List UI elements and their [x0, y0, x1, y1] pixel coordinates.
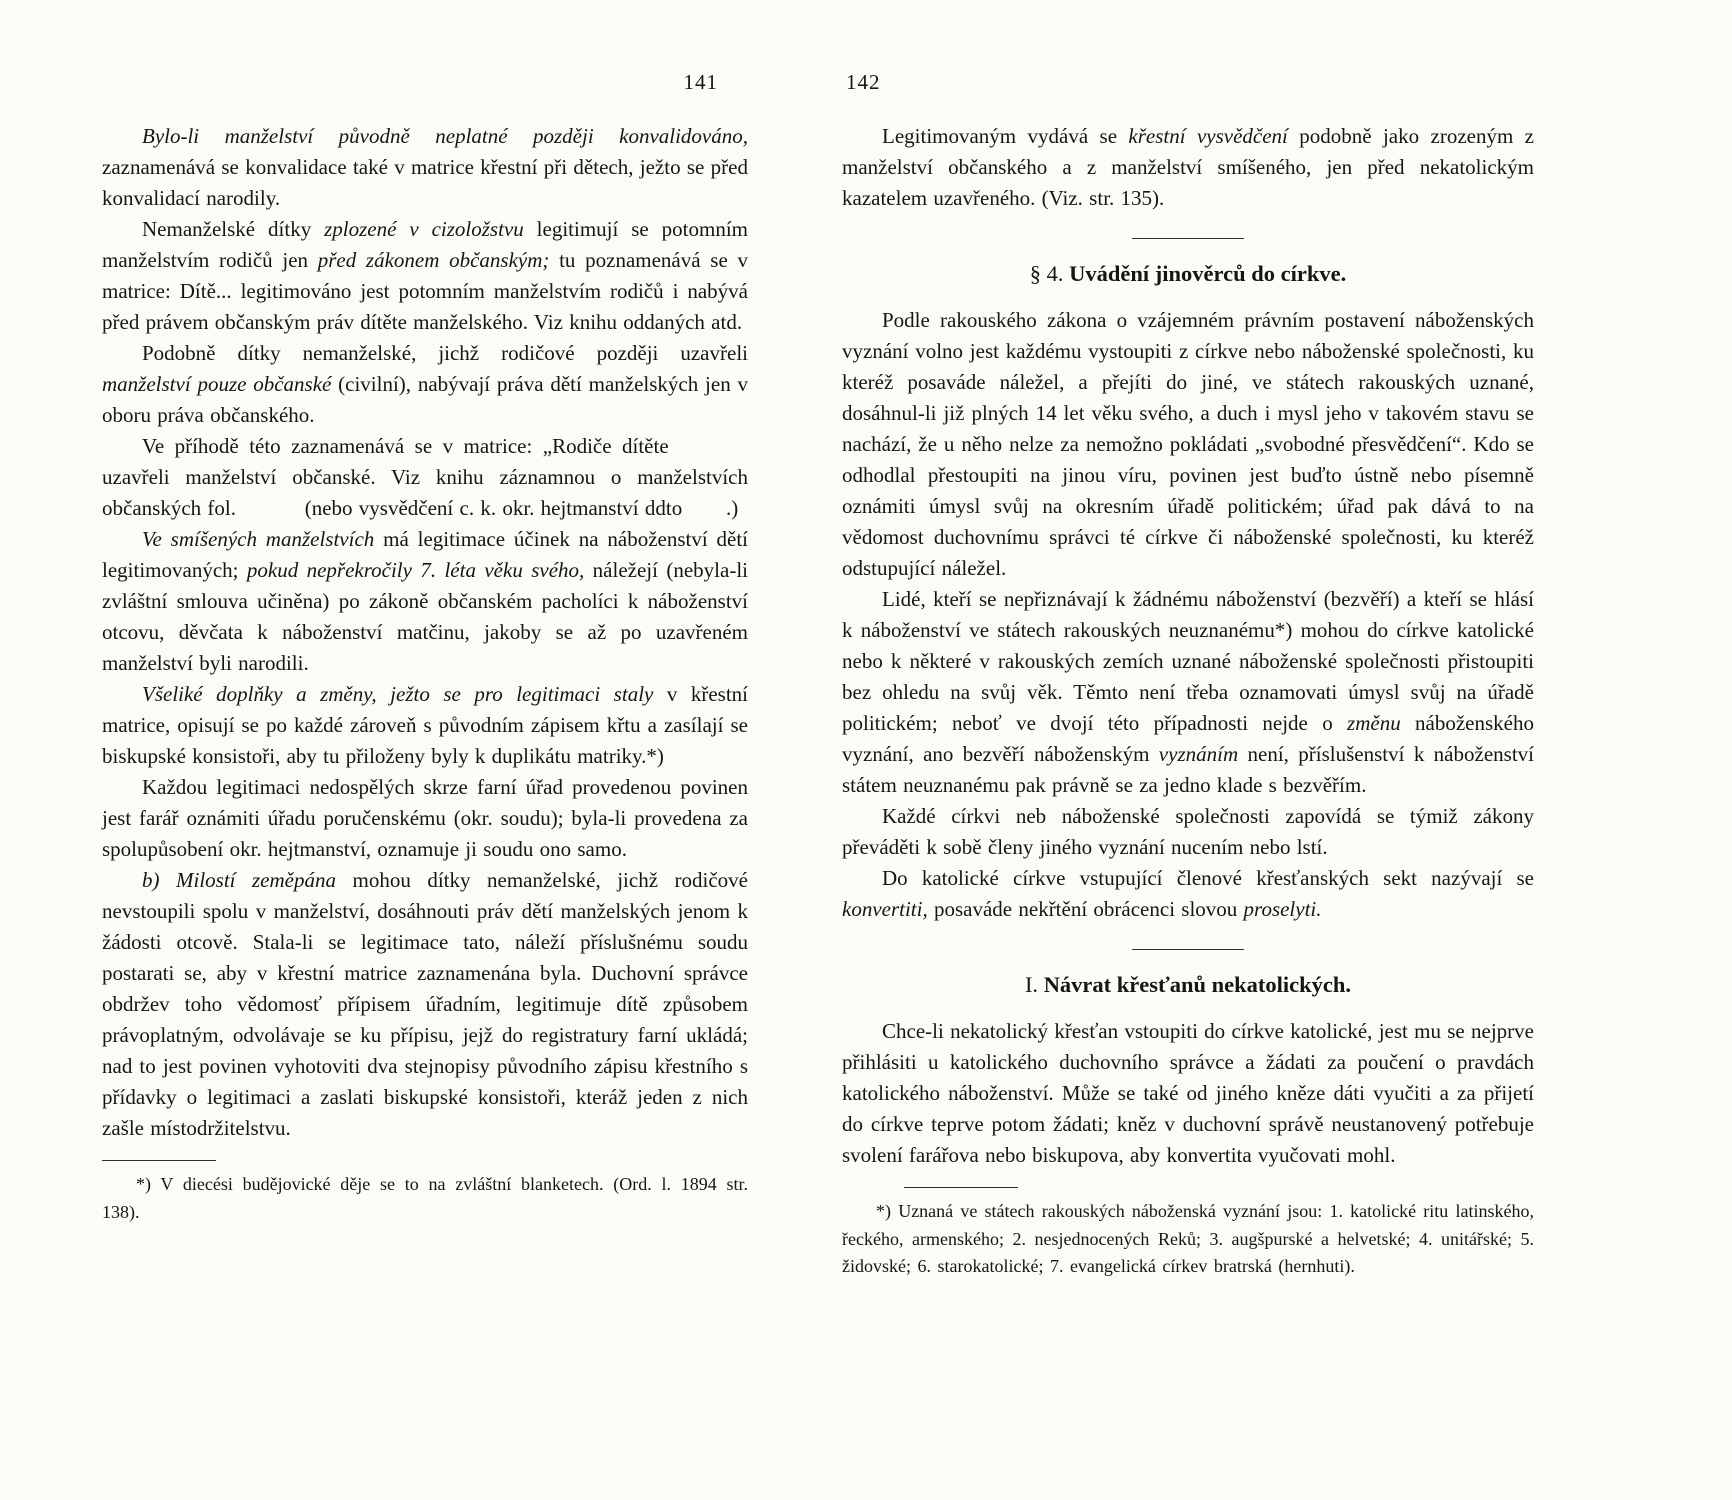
emphasis-text: změnu [1347, 711, 1401, 735]
heading-prefix: § 4. [1029, 261, 1070, 286]
text-run: náboženského vyznání, ano bezvěří náboženským [842, 711, 1534, 766]
emphasis-text: proselyti. [1243, 897, 1322, 921]
text-run: mohou dítky nemanželské, jichž rodičové nevstoupili spolu v manželství, dosáhnouti práv dětí manželských jenom k žádosti otcově. Stala-li se legitimace tato, náleží příslušnému soudu postarati se, aby v křestní matrice zaznamenána byla. Duchovní správce obdržev toho vědomosť přípisem úřadním, legitimuje dítě způsobem právoplatným, odvolávaje se ku přípisu, jejž do registratury farní ukládá; nad to jest povinen vyhotoviti dva stejnopisy původního zápisu křestního s přídavky o legitimaci a zaslati biskupské konsistoři, kteráž jeden z nich zašle místodržitelstvu. [102, 868, 749, 1140]
section-heading [842, 970, 1534, 1000]
text-run: má legitimace účinek na náboženství dětí legitimovaných; [102, 527, 748, 582]
page-number-left: 141 [683, 70, 718, 94]
emphasis-text: Všeliké doplňky a změny, ježto se pro legitimaci staly [142, 682, 654, 706]
page-right [842, 72, 1534, 1281]
paragraph [102, 865, 748, 1144]
footnote-text [842, 1198, 1534, 1281]
page-left-body [102, 121, 748, 1226]
paragraph [102, 338, 748, 431]
section-separator [1132, 238, 1244, 239]
emphasis-text: zplozené v cizoložstvu [324, 217, 524, 241]
emphasis-text: pokud nepřekročily 7. léta věku svého, [246, 558, 585, 582]
paragraph [102, 121, 748, 214]
footnote-text [102, 1171, 748, 1226]
heading-title: Návrat křesťanů nekatolických. [1043, 972, 1352, 997]
page-number-right: 142 [846, 70, 881, 94]
footnote-rule [102, 1160, 216, 1161]
paragraph [842, 584, 1534, 801]
heading-title: Uvádění jinověrců do církve. [1069, 261, 1347, 286]
text-run: Lidé, kteří se nepřiznávají k žádnému náboženství (bezvěří) a kteří se hlásí k náboženství ve státech rakouských neuznanému*) mohou do církve katolické nebo k některé v rakouských zemích uznané náboženské společnosti přistoupiti bez ohledu na svůj věk. Těmto není třeba oznamovati úmysl svůj na úřadě politickém; neboť ve dvojí této případnosti nejde o [842, 587, 1534, 735]
text-run: *) V diecési budějovické děje se to na zvláštní blanketech. (Ord. l. 1894 str. 138). [102, 1174, 748, 1222]
text-run: v křestní matrice, opisují se po každé zároveň s původním zápisem křtu a zasílají se biskupské konsistoři, aby tu přiloženy byly k duplikátu matriky.*) [102, 682, 748, 768]
emphasis-text: vyznáním [1158, 742, 1239, 766]
text-run: Legitimovaným vydává se [882, 124, 1129, 148]
text-run: Každou legitimaci nedospělých skrze farní úřad provedenou povinen jest farář oznámiti úřadu poručenskému (okr. soudu); byla-li provedena za spolupůsobení okr. hejtmanství, oznamuje ji soudu ono samo. [102, 775, 748, 861]
paragraph [842, 305, 1534, 584]
footnote-rule [904, 1187, 1018, 1188]
paragraph [842, 801, 1534, 863]
paragraph [842, 1016, 1534, 1171]
paragraph [842, 863, 1534, 925]
text-run: Chce-li nekatolický křesťan vstoupiti do církve katolické, jest mu se nejprve přihlásiti u katolického duchovního správce a žádati za poučení o pravdách katolického náboženství. Může se také od jiného kněze dáti vyučiti a za přijetí do církve teprve potom žádati; kněz v duchovní správě neustanovený potřebuje svolení farářova nebo biskupova, aby konvertita vyučovati mohl. [842, 1019, 1534, 1167]
text-run: posaváde nekřtění obrácenci slovou [927, 897, 1244, 921]
section-separator [1132, 949, 1244, 950]
page-right-body [842, 121, 1534, 1281]
text-run: podobně jako zrozeným z manželství občanského a z manželství smíšeného, jen před nekatolickým kazatelem uzavřeného. (Viz. str. 135). [842, 124, 1534, 210]
text-run: není, příslušenství k náboženství státem neuznanému pak právně se za jedno klade s bezvěřím. [842, 742, 1534, 797]
emphasis-text: před zákonem občanským; [317, 248, 550, 272]
heading-prefix: I. [1024, 972, 1044, 997]
emphasis-text: Ve smíšených manželstvích [142, 527, 375, 551]
text-run: Podobně dítky nemanželské, jichž rodičové později uzavřeli [142, 341, 748, 365]
text-run: (civilní), nabývají práva dětí manželských jen v oboru práva občanského. [102, 372, 748, 427]
text-run: Ve příhodě této zaznamenává se v matrice: „Rodiče dítěte uzavřeli manželství občanské. Viz knihu záznamnou o manželstvích občanských fol. (nebo vysvědčení c. k. okr. hejtmanství ddto .) [102, 434, 748, 520]
emphasis-text: Bylo-li manželství původně neplatné později konvalidováno, [142, 124, 748, 148]
text-run: Nemanželské dítky [142, 217, 325, 241]
paragraph [102, 524, 748, 679]
text-run: náležejí (nebyla-li zvláštní smlouva učiněna) po zákoně občanském pacholíci k náboženství otcovu, děvčata k náboženství matčinu, jakoby se až po uzavřeném manželství byli narodili. [102, 558, 748, 675]
text-run: Do katolické církve vstupující členové křesťanských sekt nazývají se [882, 866, 1534, 890]
paragraph [102, 679, 748, 772]
emphasis-text: křestní vysvědčení [1128, 124, 1288, 148]
text-run: tu poznamenává se v matrice: Dítě... legitimováno jest potomním manželstvím rodičů i nabývá před právem občanským práv dítěte manželského. Viz knihu oddaných atd. [102, 248, 748, 334]
emphasis-text: manželství pouze občanské [102, 372, 332, 396]
text-run: zaznamenává se konvalidace také v matrice křestní při dětech, ježto se před konvalidací narodily. [102, 155, 748, 210]
section-heading [842, 259, 1534, 289]
paragraph [102, 214, 748, 338]
paragraph [842, 121, 1534, 214]
text-run: Každé církvi neb náboženské společnosti zapovídá se týmiž zákony převáděti k sobě členy jiného vyznání nucením nebo lstí. [842, 804, 1534, 859]
paragraph [102, 772, 748, 865]
emphasis-text: konvertiti, [842, 897, 928, 921]
text-run: Podle rakouského zákona o vzájemném právním postavení náboženských vyznání volno jest každému vystoupiti z církve nebo náboženské společnosti, ku kteréž posaváde náležel, a přejíti do jiné, ve státech rakouských uznané, dosáhnul-li již plných 14 let věku svého, a duch i mysl jeho v takovém stavu se nachází, že u něho nelze za nemožno pokládati „svobodné přesvědčení“. Kdo se odhodlal přestoupiti na jinou víru, povinen jest buďto ústně nebo písemně oznámiti úmysl svůj na okresním úřadě politickém; úřad pak dává to na vědomost duchovnímu správci té církve či náboženské společnosti, ku kteréž odstupující náležel. [842, 308, 1534, 580]
page-left [102, 72, 748, 1226]
emphasis-text: b) Milostí zeměpána [142, 868, 336, 892]
paragraph [102, 431, 748, 524]
text-run: legitimují se potomním manželstvím rodičů jen [102, 217, 749, 272]
text-run: *) Uznaná ve státech rakouských náboženská vyznání jsou: 1. katolické ritu latinského, řeckého, armenského; 2. nesjednocených Reků; 3. augšpurské a helvetské; 4. unitářské; 5. židovské; 6. starokatolické; 7. evangelická církev bratrská (hernhuti). [842, 1201, 1534, 1276]
